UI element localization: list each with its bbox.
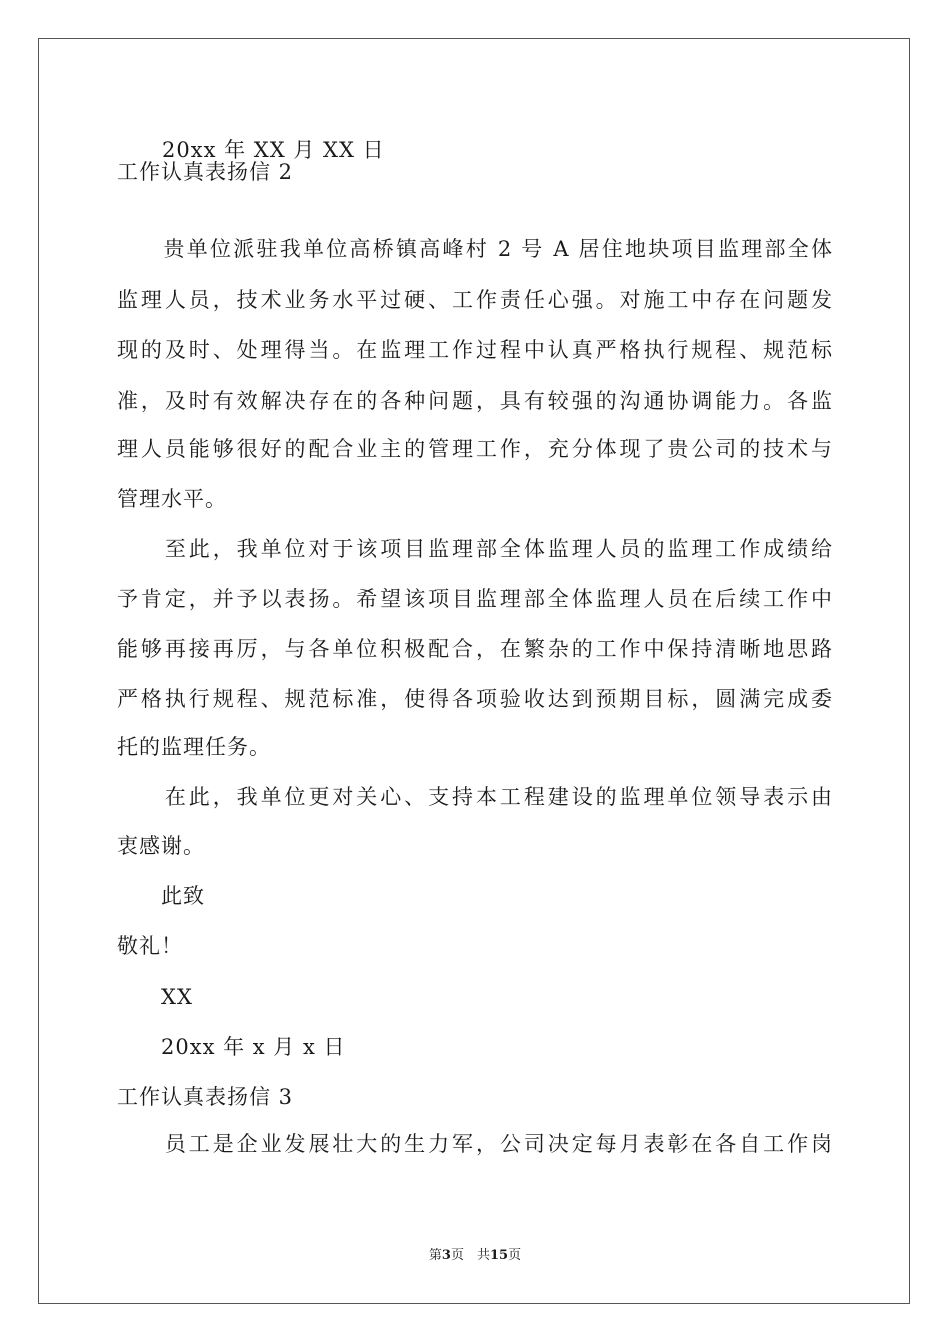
footer-label: 第	[428, 1248, 442, 1263]
page-footer	[0, 1247, 950, 1265]
total-pages: 15	[489, 1248, 509, 1263]
paragraph-line: 理人员能够很好的配合业主的管理工作，充分体现了贵公司的技术与	[117, 437, 833, 461]
closing-regards: 敬礼！	[117, 934, 183, 958]
letter-heading-3: 工作认真表扬信 3	[117, 1085, 294, 1109]
footer-label: 页	[508, 1248, 522, 1263]
paragraph-line: 至此，我单位对于该项目监理部全体监理人员的监理工作成绩给	[117, 537, 833, 561]
letter-heading-2: 工作认真表扬信 2	[117, 160, 294, 184]
signature: XX	[117, 985, 193, 1009]
letter-date-2: 20xx 年 x 月 x 日	[117, 1035, 346, 1059]
paragraph-line: 托的监理任务。	[117, 735, 271, 759]
paragraph-line: 予肯定，并予以表扬。希望该项目监理部全体监理人员在后续工作中	[117, 587, 833, 611]
paragraph-line: 员工是企业发展壮大的生力军，公司决定每月表彰在各自工作岗	[117, 1132, 833, 1156]
page-border	[38, 38, 910, 1304]
paragraph-line: 严格执行规程、规范标准，使得各项验收达到预期目标，圆满完成委	[117, 687, 833, 711]
paragraph-line: 衷感谢。	[117, 834, 205, 858]
letter-date-1: 20xx 年 XX 月 XX 日	[162, 138, 385, 162]
paragraph-line: 准，及时有效解决存在的各种问题，具有较强的沟通协调能力。各监	[117, 389, 833, 413]
closing-salutation: 此致	[117, 884, 205, 908]
page-number: 3	[441, 1248, 451, 1263]
footer-label: 页 共	[450, 1248, 490, 1263]
paragraph-line: 在此，我单位更对关心、支持本工程建设的监理单位领导表示由	[117, 785, 833, 809]
paragraph-line: 贵单位派驻我单位高桥镇高峰村 2 号 A 居住地块项目监理部全体	[117, 237, 833, 261]
paragraph-line: 监理人员，技术业务水平过硬、工作责任心强。对施工中存在问题发	[117, 288, 833, 312]
paragraph-line: 能够再接再厉，与各单位积极配合，在繁杂的工作中保持清晰地思路	[117, 637, 833, 661]
paragraph-line: 管理水平。	[117, 487, 227, 511]
paragraph-line: 现的及时、处理得当。在监理工作过程中认真严格执行规程、规范标	[117, 338, 833, 362]
